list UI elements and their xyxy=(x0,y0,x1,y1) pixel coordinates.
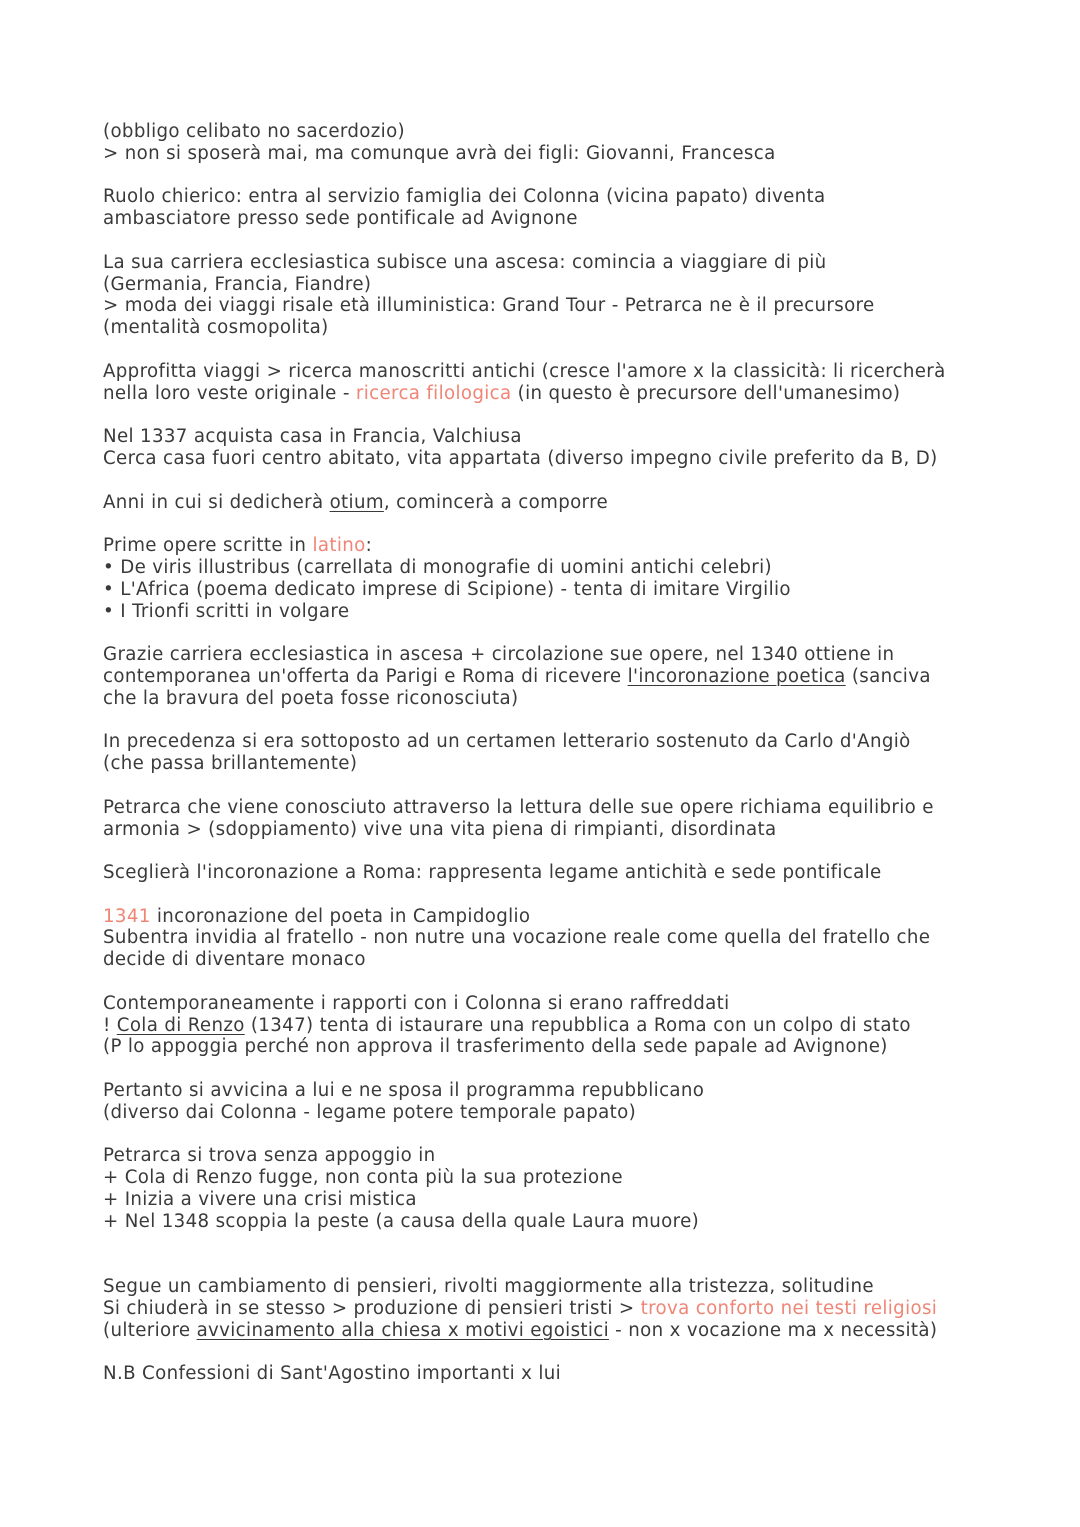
text-span: (in questo è precursore dell'umanesimo) xyxy=(511,382,901,404)
text-line: (mentalità cosmopolita) xyxy=(103,317,329,339)
paragraph-celibacy xyxy=(103,121,1003,165)
text-span: (ulteriore xyxy=(103,1319,197,1341)
text-line: N.B Confessioni di Sant'Agostino importanti x lui xyxy=(103,1363,562,1385)
text-line: (Germania, Francia, Fiandre) xyxy=(103,273,372,295)
text-line: Petrarca che viene conosciuto attraverso la lettura delle sue opere richiama equilibrio e xyxy=(103,796,934,818)
text-line: Pertanto si avvicina a lui e ne sposa il programma repubblicano xyxy=(103,1080,705,1102)
text-line: + Inizia a vivere una crisi mistica xyxy=(103,1189,417,1211)
text-span: Si chiuderà in se stesso > produzione di pensieri tristi > xyxy=(103,1298,641,1320)
bullet-text: I Trionfi scritti in volgare xyxy=(120,600,350,622)
text-line xyxy=(103,383,1003,405)
text-span: ! xyxy=(103,1014,117,1036)
text-line xyxy=(103,1320,1003,1342)
text-span: nella loro veste originale - xyxy=(103,382,356,404)
text-line: che la bravura del poeta fosse riconosciuta) xyxy=(103,687,519,709)
paragraph-manuscripts xyxy=(103,361,1003,405)
paragraph-certamen xyxy=(103,731,1003,775)
text-line: + Nel 1348 scoppia la peste (a causa della quale Laura muore) xyxy=(103,1210,700,1232)
text-line: + Cola di Renzo fugge, non conta più la sua protezione xyxy=(103,1167,623,1189)
text-line xyxy=(103,666,1003,688)
text-line: > non si sposerà mai, ma comunque avrà dei figli: Giovanni, Francesca xyxy=(103,142,776,164)
text-span: : xyxy=(365,535,373,557)
underline-cola-di-renzo: Cola di Renzo xyxy=(116,1014,245,1036)
text-line xyxy=(103,1298,1003,1320)
text-span: (1347) tenta di istaurare una repubblica a Roma con un colpo di stato xyxy=(244,1014,911,1036)
text-line: Grazie carriera ecclesiastica in ascesa + circolazione sue opere, nel 1340 ottiene in xyxy=(103,644,895,666)
bullet-text: De viris illustribus (carrellata di monografie di uomini antichi celebri) xyxy=(120,556,772,578)
text-line: Segue un cambiamento di pensieri, rivolti maggiormente alla tristezza, solitudine xyxy=(103,1276,874,1298)
paragraph-republic xyxy=(103,1080,1003,1124)
text-line: (P lo appoggia perché non approva il trasferimento della sede papale ad Avignone) xyxy=(103,1036,888,1058)
bullet-item xyxy=(103,601,1003,623)
bullet-text: L'Africa (poema dedicato imprese di Scipione) - tenta di imitare Virgilio xyxy=(120,578,791,600)
highlight-1341: 1341 xyxy=(103,905,151,927)
text-line: (obbligo celibato no sacerdozio) xyxy=(103,121,405,142)
underline-incoronazione: l'incoronazione poetica xyxy=(627,665,846,687)
text-span: , comincerà a comporre xyxy=(383,491,609,513)
text-line: Petrarca si trova senza appoggio in xyxy=(103,1145,436,1167)
text-span: (sanciva xyxy=(845,665,931,687)
text-line xyxy=(103,906,1003,928)
text-line: Sceglierà l'incoronazione a Roma: rappresenta legame antichità e sede pontificale xyxy=(103,862,882,884)
bullet-item xyxy=(103,579,1003,601)
text-span: Anni in cui si dedicherà xyxy=(103,491,330,513)
text-line: Contemporaneamente i rapporti con i Colonna si erano raffreddati xyxy=(103,992,730,1014)
paragraph-no-support xyxy=(103,1145,1003,1232)
text-line: La sua carriera ecclesiastica subisce una ascesa: comincia a viaggiare di più xyxy=(103,251,827,273)
text-line: Subentra invidia al fratello - non nutre una vocazione reale come quella del fratello che xyxy=(103,927,931,949)
text-span: incoronazione del poeta in Campidoglio xyxy=(150,905,531,927)
paragraph-otium xyxy=(103,492,1003,514)
text-line: Ruolo chierico: entra al servizio famiglia dei Colonna (vicina papato) diventa xyxy=(103,186,826,208)
text-line xyxy=(103,492,1003,514)
text-line: (diverso dai Colonna - legame potere temporale papato) xyxy=(103,1101,637,1123)
text-line: armonia > (sdoppiamento) vive una vita piena di rimpianti, disordinata xyxy=(103,818,777,840)
text-line: In precedenza si era sottoposto ad un certamen letterario sostenuto da Carlo d'Angiò xyxy=(103,731,911,753)
highlight-latino: latino xyxy=(312,535,366,557)
text-span: contemporanea un'offerta da Parigi e Roma di ricevere xyxy=(103,665,628,687)
paragraph-cola-di-renzo xyxy=(103,993,1003,1058)
text-line: > moda dei viaggi risale età illuministica: Grand Tour - Petrarca ne è il precursore xyxy=(103,295,875,317)
bullet-item xyxy=(103,557,1003,579)
highlight-conforto: trova conforto nei testi religiosi xyxy=(640,1298,938,1320)
underline-avvicinamento: avvicinamento alla chiesa x motivi egoistici xyxy=(196,1319,610,1341)
notes-body xyxy=(103,121,1003,1385)
underline-otium: otium xyxy=(329,491,384,513)
paragraph-cleric-role xyxy=(103,186,1003,230)
text-span: Prime opere scritte in xyxy=(103,535,313,557)
bullet-icon: • xyxy=(103,578,115,600)
text-line: Approfitta viaggi > ricerca manoscritti antichi (cresce l'amore x la classicità: li ricercherà xyxy=(103,360,946,382)
text-line xyxy=(103,1015,1003,1037)
bullet-icon: • xyxy=(103,600,115,622)
paragraph-first-works xyxy=(103,535,1003,622)
paragraph-rome-choice xyxy=(103,862,1003,884)
bullet-icon: • xyxy=(103,556,115,578)
text-line: Nel 1337 acquista casa in Francia, Valchiusa xyxy=(103,426,522,448)
paragraph-nb xyxy=(103,1363,1003,1385)
paragraph-career-travel xyxy=(103,252,1003,339)
paragraph-coronation-offer xyxy=(103,644,1003,709)
text-line: (che passa brillantemente) xyxy=(103,753,358,775)
text-line: decide di diventare monaco xyxy=(103,949,366,971)
text-line xyxy=(103,535,1003,557)
paragraph-valchiusa xyxy=(103,426,1003,470)
paragraph-harmony xyxy=(103,797,1003,841)
text-line: Cerca casa fuori centro abitato, vita appartata (diverso impegno civile preferito da B, D) xyxy=(103,447,938,469)
highlight-philology: ricerca filologica xyxy=(355,382,512,404)
paragraph-1341 xyxy=(103,906,1003,971)
text-span: - non x vocazione ma x necessità) xyxy=(609,1319,938,1341)
text-line: ambasciatore presso sede pontificale ad Avignone xyxy=(103,208,578,230)
paragraph-change xyxy=(103,1276,1003,1341)
